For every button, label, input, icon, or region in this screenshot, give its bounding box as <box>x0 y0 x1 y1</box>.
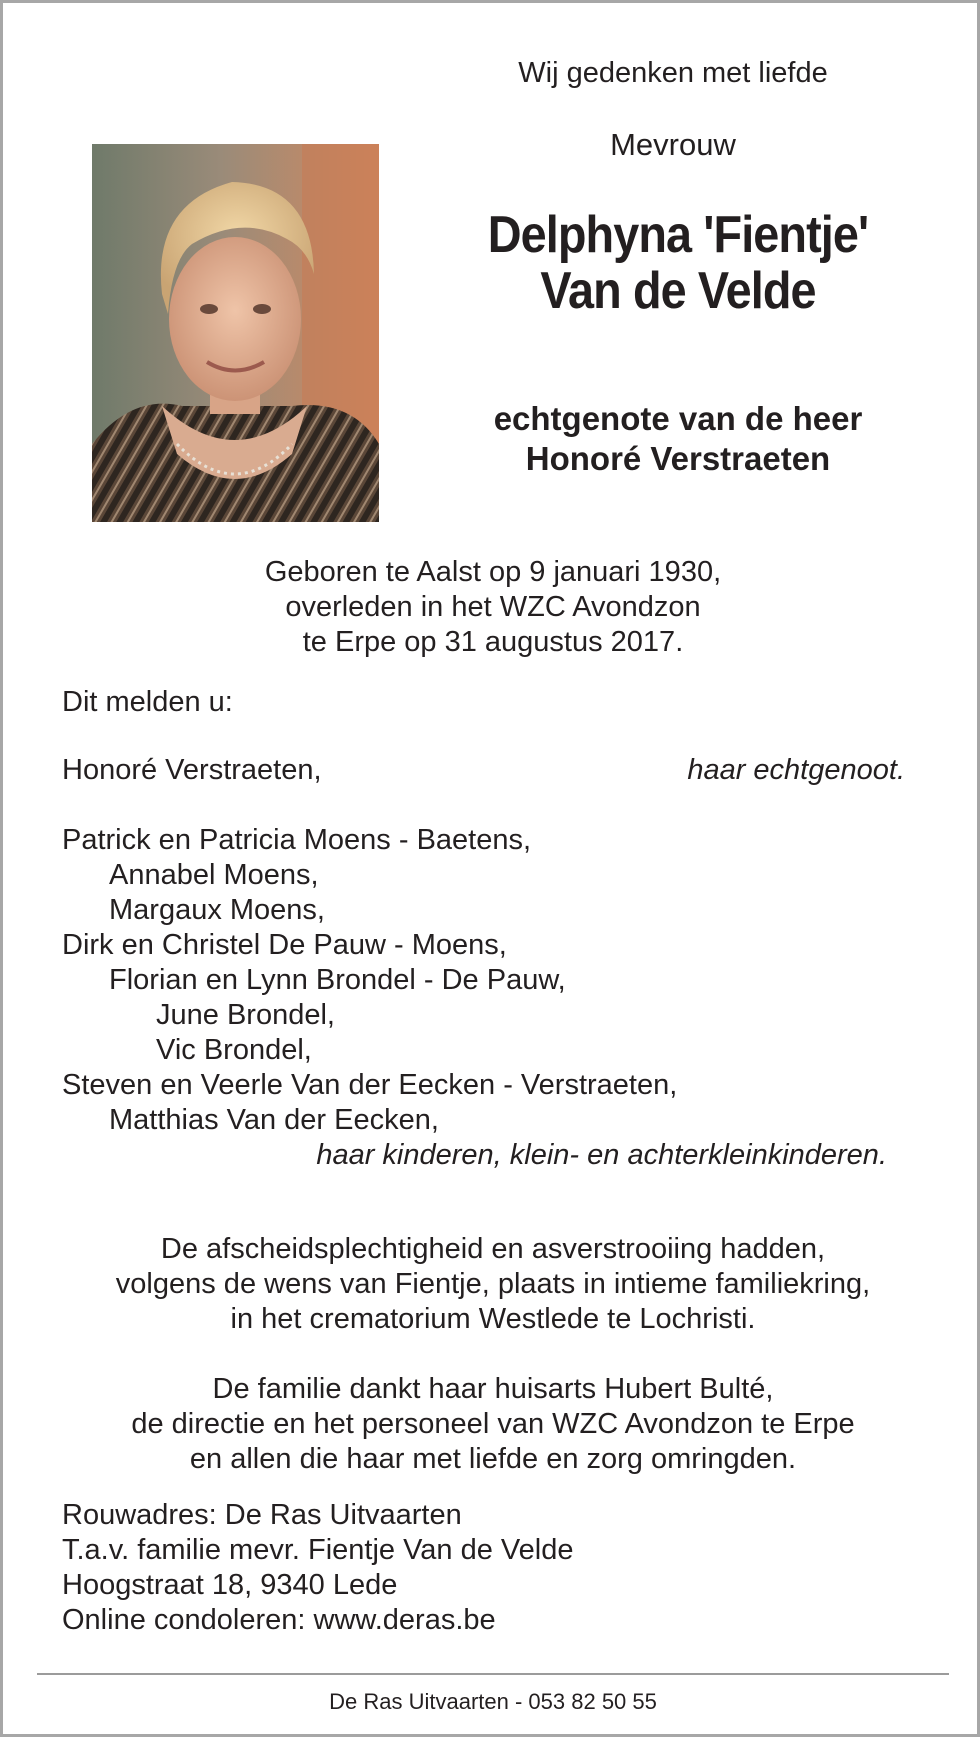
spouse-line-2: Honoré Verstraeten <box>525 440 831 477</box>
intro-text: Wij gedenken met liefde <box>518 57 828 89</box>
footer-divider <box>37 1673 949 1675</box>
name-line-1: Delphyna 'Fientje' <box>487 206 869 264</box>
salutation: Mevrouw <box>610 127 736 162</box>
announce-text: Dit melden u: <box>62 686 233 718</box>
ceremony-line: volgens de wens van Fientje, plaats in intieme familiekring, <box>115 1268 871 1300</box>
family-member: Matthias Van der Eecken, <box>109 1104 439 1136</box>
footer-text: De Ras Uitvaarten - 053 82 50 55 <box>329 1689 657 1714</box>
thanks-text <box>3 1372 980 1477</box>
thanks-line: de directie en het personeel van WZC Avondzon te Erpe <box>131 1408 855 1440</box>
thanks-line: en allen die haar met liefde en zorg omringden. <box>189 1443 797 1475</box>
family-member: Vic Brondel, <box>156 1034 312 1066</box>
family-list <box>62 823 922 1173</box>
family-member: Annabel Moens, <box>109 859 319 891</box>
death-line-2: te Erpe op 31 augustus 2017. <box>302 626 684 658</box>
ceremony-line: in het crematorium Westlede te Lochristi. <box>230 1303 756 1335</box>
spouse-line-1: echtgenote van de heer <box>493 400 863 437</box>
family-member: Margaux Moens, <box>109 894 325 926</box>
family-role: haar kinderen, klein- en achterkleinkinderen. <box>316 1139 887 1171</box>
mourning-address <box>62 1498 574 1638</box>
address-line: Rouwadres: De Ras Uitvaarten <box>62 1499 462 1531</box>
husband-name: Honoré Verstraeten, <box>62 754 322 786</box>
family-member: Dirk en Christel De Pauw - Moens, <box>62 929 507 961</box>
birth-line: Geboren te Aalst op 9 januari 1930, <box>264 556 722 588</box>
address-line: T.a.v. familie mevr. Fientje Van de Velde <box>62 1534 574 1566</box>
family-member: Florian en Lynn Brondel - De Pauw, <box>109 964 566 996</box>
spouse-info <box>403 399 953 479</box>
family-member: Patrick en Patricia Moens - Baetens, <box>62 824 532 856</box>
portrait-image <box>92 144 379 522</box>
address-line: Hoogstraat 18, 9340 Lede <box>62 1569 398 1601</box>
thanks-line: De familie dankt haar huisarts Hubert Bulté, <box>212 1373 774 1405</box>
husband-role: haar echtgenoot. <box>687 754 905 786</box>
ceremony-text <box>3 1232 980 1337</box>
death-line-1: overleden in het WZC Avondzon <box>285 591 701 623</box>
family-member: June Brondel, <box>156 999 335 1031</box>
name-line-2: Van de Velde <box>540 262 816 320</box>
portrait-photo <box>92 144 379 522</box>
family-member: Steven en Veerle Van der Eecken - Verstraeten, <box>62 1069 678 1101</box>
birth-death-info <box>3 555 980 660</box>
deceased-name <box>431 207 926 319</box>
address-line: Online condoleren: www.deras.be <box>62 1604 496 1636</box>
ceremony-line: De afscheidsplechtigheid en asverstrooiing hadden, <box>160 1233 826 1265</box>
